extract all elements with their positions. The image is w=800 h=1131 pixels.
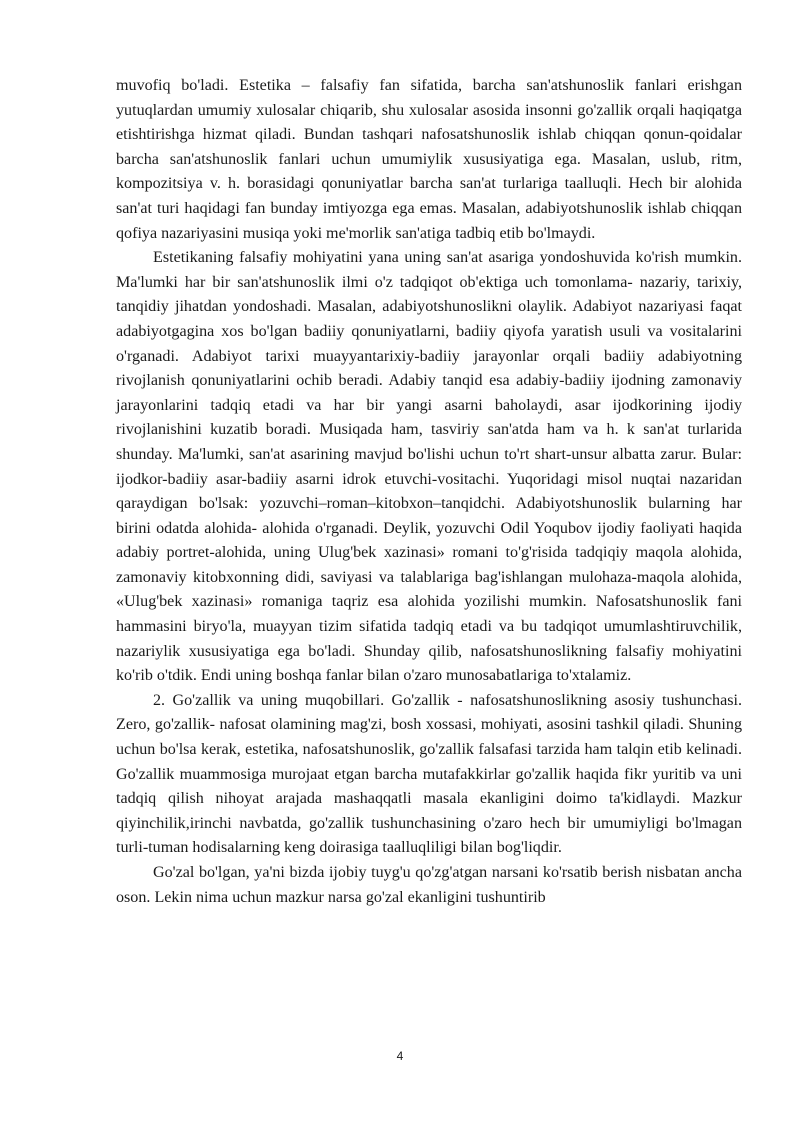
page-number: 4 — [396, 1049, 404, 1063]
paragraph-1: muvofiq bo'ladi. Estetika – falsafiy fan sifatida, barcha san'atshunoslik fanlari erishgan yutuqlardan umumiy xulosalar chiqarib, shu xulosalar asosida insonni go'zallik orqali haqiqatga etishtirishga hizmat qiladi. Bundan tashqari nafosatshunoslik ishlab chiqqan qonun-qoidalar barcha san'atshunoslik fanlari uchun umumiylik xususiyatiga ega. Masalan, uslub, ritm, kompozitsiya v. h. borasidagi qonuniyatlar barcha san'at turlariga taalluqli. Hech bir alohida san'at turi haqidagi fan bunday imtiyozga ega emas. Masalan, adabiyotshunoslik ishlab chiqqan qofiya nazariyasini musiqa yoki me'morlik san'atiga tadbiq etib bo'lmaydi. — [116, 77, 742, 242]
paragraph-3: 2. Go'zallik va uning muqobillari. Go'zallik - nafosatshunoslikning asosiy tushunchasi. Zero, go'zallik- nafosat olamining mag'zi, bosh xossasi, mohiyati, asosini tashkil qiladi. Shuning uchun bo'lsa kerak, estetika, nafosatshunoslik, go'zallik falsafasi tarzida ham talqin etib kelinadi. Go'zallik muammosiga murojaat etgan barcha mutafakkirlar go'zallik haqida fikr yuritib va uni tadqiq qilish nihoyat arajada mashaqqatli masala ekanligini doimo ta'kidlaydi. Mazkur qiyinchilik,irinchi navbatda, go'zallik tushunchasining o'zaro hech bir umumiyligi bo'lmagan turli-tuman hodisalarning keng doirasiga taalluqliligi bilan bog'liqdir. — [116, 691, 742, 857]
document-body — [116, 74, 742, 910]
paragraph-2: Estetikaning falsafiy mohiyatini yana uning san'at asariga yondoshuvida ko'rish mumkin. Ma'lumki har bir san'atshunoslik ilmi o'z tadqiqot ob'ektiga uch tomonlama- nazariy, tarixiy, tanqidiy jihatdan yondoshadi. Masalan, adabiyotshunoslikni olaylik. Adabiyot nazariyasi faqat adabiyotgagina xos bo'lgan badiiy qonuniyatlarni, badiiy qiyofa yaratish usuli va vositalarini o'rganadi. Adabiyot tarixi muayyantarixiy-badiiy jarayonlar orqali badiiy adabiyotning rivojlanish qonuniyatlarini ochib beradi. Adabiy tanqid esa adabiy-badiiy ijodning zamonaviy jarayonlarini tadqiq etadi va har bir yangi asarni baholaydi, asar ijodkorining ijodiy rivojlanishini kuzatib boradi. Musiqada ham, tasviriy san'atda ham va h. k san'at turlarida shunday. Ma'lumki, san'at asarining mavjud bo'lishi uchun to'rt shart-unsur albatta zarur. Bular: ijodkor-badiiy asar-badiiy asarni idrok etuvchi-vositachi. Yuqoridagi misol nuqtai nazaridan qaraydigan bo'lsak: yozuvchi–roman–kitobxon–tanqidchi. Adabiyotshunoslik bularning har birini odatda alohida- alohida o'rganadi. Deylik, yozuvchi Odil Yoqubov ijodiy faoliyati haqida adabiy portret-alohida, uning Ulug'bek xazinasi» romani to'g'risida tadqiqiy maqola alohida, zamonaviy kitobxonning didi, saviyasi va talablariga bag'ishlangan mulohaza-maqola alohida, «Ulug'bek xazinasi» romaniga taqriz esa alohida yozilishi mumkin. Nafosatshunoslik fani hammasini biryo'la, muayyan tizim sifatida tadqiq etadi va bu tadqiqot umumlashtiruvchilik, nazariylik xususiyatiga ega bo'ladi. Shunday qilib, nafosatshunoslikning falsafiy mohiyatini ko'rib o'tdik. Endi uning boshqa fanlar bilan o'zaro munosabatlariga to'xtalamiz. — [116, 249, 742, 685]
paragraph-4: Go'zal bo'lgan, ya'ni bizda ijobiy tuyg'u qo'zg'atgan narsani ko'rsatib berish nisbatan ancha oson. Lekin nima uchun mazkur narsa go'zal ekanligini tushuntirib — [116, 864, 742, 906]
